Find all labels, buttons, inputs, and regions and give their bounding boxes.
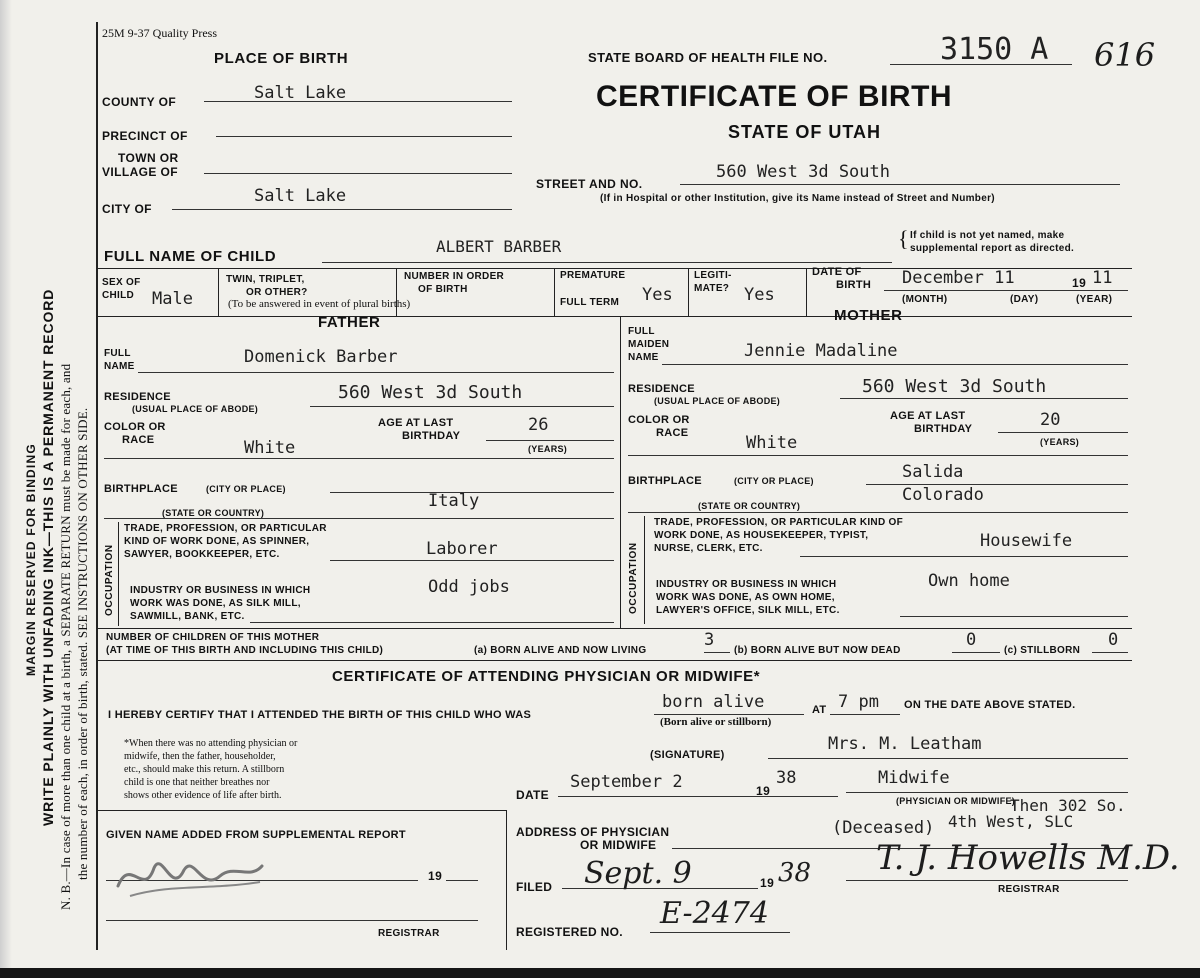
address-label-2: OR MIDWIFE (580, 838, 657, 852)
mother-abode-label: (USUAL PLACE OF ABODE) (654, 396, 781, 406)
registered-no-value: E-2474 (660, 896, 769, 931)
legit-value: Yes (744, 285, 775, 305)
mother-trade-label-1: TRADE, PROFESSION, OR PARTICULAR KIND OF (654, 517, 904, 528)
mother-color-value: White (746, 433, 798, 453)
children-stillborn-value: 0 (1108, 630, 1119, 650)
father-color-value: White (244, 438, 296, 458)
filed-year-value: 38 (778, 858, 812, 888)
rule-parents (96, 628, 1132, 629)
town-label: TOWN OR (118, 151, 179, 165)
twin-label-2: OR OTHER? (246, 287, 308, 298)
mother-city-place-label: (CITY OR PLACE) (734, 476, 814, 486)
child-name-value: ALBERT BARBER (436, 237, 562, 256)
father-age-label-2: BIRTHDAY (402, 430, 461, 442)
mother-birthplace-city: Salida (902, 462, 964, 482)
mother-years-label: (YEARS) (1040, 437, 1080, 447)
father-trade-label-2: KIND OF WORK DONE, AS SPINNER, (124, 536, 310, 547)
paper-edge-left (0, 0, 12, 978)
mother-industry-label-3: LAWYER'S OFFICE, SILK MILL, ETC. (656, 605, 840, 616)
mother-age-value: 20 (1040, 410, 1061, 430)
child-name-note-2: supplemental report as directed. (910, 243, 1075, 254)
county-value: Salt Lake (254, 83, 347, 103)
signature-label: (SIGNATURE) (650, 749, 725, 761)
birth-certificate: MARGIN RESERVED FOR BINDING WRITE PLAINLY WITH UNFADING INK—THIS IS A PERMANENT RECORD N. B.—In case of more than one child at a birth, a SEPARATE RETURN must be made for each, and the number of each, in order of birth, stated. SEE INSTRUCTIONS ON OTHER SIDE. 25M 9-37 Quality Press PLACE OF BIRTH STATE BOARD OF HEALTH FILE NO. 3150 A 616 CERTIFICATE OF BIRTH STATE OF UTAH COUNTY OF Salt Lake PRECINCT OF TOWN OR VILLAGE OF CITY OF Salt Lake STREET AND NO. 560 West 3d South (If in Hospital or other Institution, give its Name instead of Street and Number) FULL NAME OF CHILD ALBERT BARBER { If child is not yet named, make supplemental report as directed. SEX OF CHILD Male TWIN, TRIPLET, OR OTHER? NUMBER IN ORDER OF BIRTH (To be answered in event of plural births) PREMATURE FULL TERM Yes LEGITI- MATE? Yes DATE OF BIRTH December 11 19 11 (MONTH) (DAY) (YEAR) FATHER FULL NAME Domenick Barber RESIDENCE (USUAL PLACE OF ABODE) 560 West 3d South COLOR OR RACE White AGE AT LAST BIRTHDAY 26 (YEARS) BIRTHPLACE (CITY OR PLACE) (STATE OR COUNTRY) Italy OCCUPATION TRADE, PROFESSION, OR PARTICULAR KIND OF WORK DONE, AS SPINNER, SAWYER, BOOKKEEPER, ETC. Laborer INDUSTRY OR BUSINESS IN WHICH WORK WAS DONE, AS SILK MILL, SAWMILL, BANK, ETC. Odd jobs MOTHER FULL MAIDEN NAME Jennie Madaline RESIDENCE (USUAL PLACE OF ABODE) 560 West 3d South COLOR OR RACE White AGE AT LAST BIRTHDAY 20 (YEARS) BIRTHPLACE (CITY OR PLACE) Salida (STATE OR COUNTRY) Colorado OCCUPATION TRADE, PROFESSION, OR PARTICULAR KIND OF WORK DONE, AS HOUSEKEEPER, TYPIST, NURSE, CLERK, ETC. Housewife INDUSTRY OR BUSINESS IN WHICH WORK WAS DONE, AS OWN HOME, LAWYER'S OFFICE, SILK MILL, ETC. Own home NUMBER OF CHILDREN OF THIS MOTHER (AT TIME OF THIS BIRTH AND INCLUDING THIS CHILD) (a) BORN ALIVE AND NOW LIVING 3 (b) BORN ALIVE BUT NOW DEAD 0 (c) STILLBORN 0 CERTIFICATE OF ATTENDING PHYSICIAN OR MIDWIFE* I HEREBY CERTIFY THAT I ATTENDED THE BIRTH OF THIS CHILD WHO WAS born alive (Born alive or stillborn) AT 7 pm ON THE DATE ABOVE STATED. *When there was no attending physician or midwife, then the father, householder, etc., should make this return. A stillborn child is one that neither breathes nor shows other evidence of life after birth. (SIGNATURE) Mrs. M. Leatham DATE September 2 19 38 Midwife (PHYSICIAN OR MIDWIFE) ADDRESS OF PHYSICIAN OR MIDWIFE Then 302 So. (Deceased) 4th West, SLC GIVEN NAME ADDED FROM SUPPLEMENTAL REPORT 19 REGISTRAR FILED Sept. 9 19 38 T. J. Howells M.D. REGISTRAR REGISTERED NO. E-2474 (0, 0, 1200, 978)
mother-age-label-2: BIRTHDAY (914, 423, 973, 435)
footnote-3: etc., should make this return. A stillborn (124, 764, 285, 775)
plural-note: (To be answered in event of plural births) (228, 298, 411, 310)
role-value: Midwife (878, 768, 950, 788)
date-label-1: DATE OF (812, 266, 862, 278)
mother-birthplace-label: BIRTHPLACE (628, 475, 702, 487)
children-dead-label: (b) BORN ALIVE BUT NOW DEAD (734, 645, 901, 656)
street-label: STREET AND NO. (536, 177, 643, 191)
children-dead-value: 0 (966, 630, 977, 650)
street-value: 560 West 3d South (716, 162, 890, 182)
footnote-2: midwife, then the father, householder, (124, 751, 276, 762)
rule-supplemental (96, 810, 506, 811)
rule-supplemental-right (506, 810, 507, 950)
supplemental-year-prefix: 19 (428, 869, 443, 883)
father-residence-label: RESIDENCE (104, 391, 171, 403)
father-trade-label-3: SAWYER, BOOKKEEPER, ETC. (124, 549, 280, 560)
rule-parents-divider (620, 316, 621, 628)
mother-maiden-label: MAIDEN (628, 339, 670, 350)
mother-name-value: Jennie Madaline (744, 341, 898, 361)
date-stated-label: ON THE DATE ABOVE STATED. (904, 699, 1076, 711)
date-label: DATE (516, 788, 549, 802)
twin-label-1: TWIN, TRIPLET, (226, 274, 305, 285)
state-title: STATE OF UTAH (728, 122, 881, 142)
father-industry-label-3: SAWMILL, BANK, ETC. (130, 611, 245, 622)
father-color-label-2: RACE (122, 434, 155, 446)
footnote-1: *When there was no attending physician or (124, 738, 298, 749)
children-label-1: NUMBER OF CHILDREN OF THIS MOTHER (106, 632, 320, 643)
sex-label-1: SEX OF (102, 277, 141, 288)
precinct-label: PRECINCT OF (102, 129, 188, 143)
physician-year-prefix: 19 (756, 784, 771, 798)
father-trade-value: Laborer (426, 539, 498, 559)
children-living-label: (a) BORN ALIVE AND NOW LIVING (474, 645, 647, 656)
father-name-value: Domenick Barber (244, 347, 398, 367)
address-label-1: ADDRESS OF PHYSICIAN (516, 825, 670, 839)
legit-label-2: MATE? (694, 283, 730, 294)
file-no: 3150 A (940, 32, 1049, 67)
mother-residence-label: RESIDENCE (628, 383, 695, 395)
mother-heading: MOTHER (834, 307, 903, 324)
registered-no-label: REGISTERED NO. (516, 925, 623, 939)
sex-value: Male (152, 289, 193, 309)
physician-heading: CERTIFICATE OF ATTENDING PHYSICIAN OR MIDWIFE* (332, 668, 761, 685)
supplemental-scribble (110, 846, 270, 906)
birth-year-prefix: 19 (1072, 276, 1087, 290)
father-years-label: (YEARS) (528, 444, 568, 454)
father-occupation-side: OCCUPATION (104, 544, 115, 616)
paper-edge-bottom (0, 968, 1200, 978)
certify-label: I HEREBY CERTIFY THAT I ATTENDED THE BIRTH OF THIS CHILD WHO WAS (108, 709, 532, 721)
mother-color-label-2: RACE (656, 427, 689, 439)
children-stillborn-label: (c) STILLBORN (1004, 645, 1081, 656)
mother-trade-label-2: WORK DONE, AS HOUSEKEEPER, TYPIST, (654, 530, 869, 541)
physician-date-value: September 2 (570, 772, 683, 792)
city-value: Salt Lake (254, 186, 347, 206)
father-city-place-label: (CITY OR PLACE) (206, 484, 286, 494)
mother-residence-value: 560 West 3d South (862, 376, 1047, 397)
birth-time-value: 7 pm (838, 692, 879, 712)
signature-value: Mrs. M. Leatham (828, 734, 982, 754)
mother-industry-value: Own home (928, 571, 1010, 591)
footnote-4: child is one that neither breathes nor (124, 777, 270, 788)
at-label: AT (812, 704, 827, 716)
father-birthplace-label: BIRTHPLACE (104, 483, 178, 495)
margin-note-line2: the number of each, in order of birth, stated. SEE INSTRUCTIONS ON OTHER SIDE. (75, 407, 90, 880)
child-name-label: FULL NAME OF CHILD (104, 248, 277, 265)
mother-occupation-side: OCCUPATION (628, 542, 639, 614)
mother-industry-label-1: INDUSTRY OR BUSINESS IN WHICH (656, 579, 837, 590)
mother-trade-value: Housewife (980, 531, 1073, 551)
father-residence-value: 560 West 3d South (338, 382, 523, 403)
date-label-2: BIRTH (836, 279, 872, 291)
child-name-note-1: If child is not yet named, make (910, 230, 1065, 241)
page-title: CERTIFICATE OF BIRTH (596, 80, 953, 113)
address-line-2: 4th West, SLC (948, 812, 1074, 831)
printer-mark: 25M 9-37 Quality Press (102, 26, 217, 40)
father-color-label-1: COLOR OR (104, 421, 166, 433)
registrar-label: REGISTRAR (998, 884, 1060, 895)
mother-name-label: NAME (628, 352, 659, 363)
father-industry-label-2: WORK WAS DONE, AS SILK MILL, (130, 598, 301, 609)
father-birthplace-value: Italy (428, 491, 480, 511)
father-industry-value: Odd jobs (428, 577, 510, 597)
mother-birthplace-state: Colorado (902, 485, 984, 505)
filed-value: Sept. 9 (584, 856, 692, 891)
premature-label: PREMATURE (560, 270, 626, 281)
sex-label-2: CHILD (102, 290, 135, 301)
father-full-label: FULL (104, 348, 131, 359)
filed-label: FILED (516, 880, 553, 894)
fullterm-label: FULL TERM (560, 297, 620, 308)
margin-permanent-record: WRITE PLAINLY WITH UNFADING INK—THIS IS A PERMANENT RECORD (40, 288, 56, 826)
deceased-note: (Deceased) (832, 818, 935, 838)
children-living-value: 3 (704, 630, 715, 650)
mother-state-country-label: (STATE OR COUNTRY) (698, 501, 801, 511)
city-label: CITY OF (102, 202, 152, 216)
mother-industry-label-2: WORK WAS DONE, AS OWN HOME, (656, 592, 835, 603)
father-age-value: 26 (528, 415, 549, 435)
place-of-birth-heading: PLACE OF BIRTH (214, 50, 349, 67)
footnote-5: shows other evidence of life after birth. (124, 790, 282, 801)
father-state-country-label: (STATE OR COUNTRY) (162, 508, 265, 518)
month-label: (MONTH) (902, 294, 948, 305)
legit-label-1: LEGITI- (694, 270, 732, 281)
year-label: (YEAR) (1076, 294, 1113, 305)
rule-child-row (96, 316, 1132, 317)
children-label-2: (AT TIME OF THIS BIRTH AND INCLUDING THIS CHILD) (106, 645, 384, 656)
mother-age-label-1: AGE AT LAST (890, 410, 966, 422)
father-abode-label: (USUAL PLACE OF ABODE) (132, 404, 259, 414)
birth-year-value: 11 (1092, 268, 1113, 288)
order-label-1: NUMBER IN ORDER (404, 271, 505, 282)
corner-note: 616 (1094, 36, 1156, 74)
fullterm-value: Yes (642, 285, 673, 305)
county-label: COUNTY OF (102, 95, 177, 109)
file-no-label: STATE BOARD OF HEALTH FILE NO. (588, 50, 828, 65)
role-label: (PHYSICIAN OR MIDWIFE) (896, 796, 1016, 806)
supplemental-registrar-label: REGISTRAR (378, 928, 440, 939)
registrar-signature: T. J. Howells M.D. (876, 838, 1180, 878)
father-heading: FATHER (318, 314, 381, 331)
hospital-note: (If in Hospital or other Institution, give its Name instead of Street and Number) (600, 193, 995, 204)
filed-year-prefix: 19 (760, 876, 775, 890)
mother-full-label: FULL (628, 326, 655, 337)
born-status-note: (Born alive or stillborn) (660, 716, 772, 728)
father-industry-label-1: INDUSTRY OR BUSINESS IN WHICH (130, 585, 311, 596)
order-label-2: OF BIRTH (418, 284, 468, 295)
day-label: (DAY) (1010, 294, 1039, 305)
birth-date-value: December 11 (902, 268, 1015, 288)
margin-note-line1: N. B.—In case of more than one child at a birth, a SEPARATE RETURN must be made for each, and (58, 363, 73, 910)
father-trade-label-1: TRADE, PROFESSION, OR PARTICULAR (124, 523, 327, 534)
address-line-1: Then 302 So. (1010, 796, 1126, 815)
supplemental-label: GIVEN NAME ADDED FROM SUPPLEMENTAL REPORT (106, 829, 406, 841)
father-age-label-1: AGE AT LAST (378, 417, 454, 429)
father-name-label: NAME (104, 361, 135, 372)
mother-trade-label-3: NURSE, CLERK, ETC. (654, 543, 763, 554)
physician-year-value: 38 (776, 768, 797, 788)
margin-binding: MARGIN RESERVED FOR BINDING (24, 443, 38, 676)
village-label: VILLAGE OF (102, 165, 178, 179)
born-status-value: born alive (662, 692, 765, 712)
rule-children-count (96, 660, 1132, 661)
mother-color-label-1: COLOR OR (628, 414, 690, 426)
